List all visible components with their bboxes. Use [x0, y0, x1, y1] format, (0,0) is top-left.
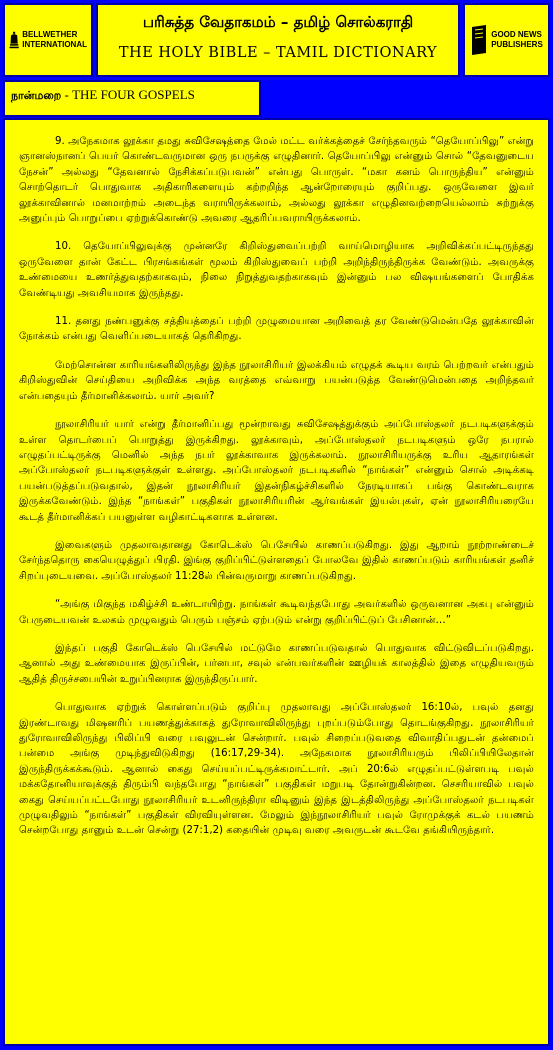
section-english: - THE FOUR GOSPELS — [61, 87, 195, 102]
good-news-logo-text — [491, 30, 543, 50]
paragraph-quote: “அங்கு மிகுந்த மகிழ்ச்சி உண்டாயிற்று. நாங்கள் கூடிவந்தபோது அவர்களில் ஒருவனான அகபு என்னும் பேருடையவன் உலகம் முழுவதும் பெரும் பஞ்சம் ஏற்படும் என்று குறிப்பிட்டுப் பேசினான்…” — [19, 599, 534, 626]
right-logo-line1: GOOD NEWS — [491, 30, 542, 39]
page-header — [96, 3, 460, 77]
paragraph-conclusion: மேற்சொன்ன காரியங்களிலிருந்து இந்த நூலாசிரியர் இலக்கியம் எழுதக் கூடிய வரம் பெற்றவர் என்பதும் கிறிஸ்துவின் செய்தியை அறிவிக்க அந்த வரத்தை எவ்வாறு பயன்படுத்த வேண்டுமென்பதை அறிந்தவர் என்பதையும் தீர்மானிக்கலாம். யார் அவர்? — [19, 359, 534, 402]
content-panel — [3, 118, 550, 1046]
section-label — [5, 82, 259, 104]
paragraph-11: 11. தனது நண்பனுக்கு சத்தியத்தைப் பற்றி முழுமையான அறிவைத் தர வேண்டுமென்பதே லூக்காவின் நோக்கம் என்பது வெளிப்படையாகத் தெரிகிறது. — [19, 316, 534, 343]
paragraph-codex-note: இந்தப் பகுதி கோடெக்ஸ் பெசேயில் மட்டுமே காணப்படுவதால் பொதுவாக விட்டுவிடப்படுகிறது. ஆனால் அது உண்மையாக இருப்பின், பர்னபா, சவுல் என்பவர்களின் ஊழியக் காலத்தில் இதை எழுதியவரும் ஆதித் திருச்சபையின் உறுப்பினராக இருந்திருப்பார். — [19, 642, 534, 685]
bell-icon — [9, 23, 19, 57]
section-heading — [3, 80, 261, 117]
paragraph-we-passages: பொதுவாக ஏற்றுக் கொள்ளப்படும் குறிப்பு முதலாவது அப்போஸ்தலர் 16:10ல், பவுல் தனது இரண்டாவது மிஷனரிப் பயணத்துக்காகத் துரோவாவிலிருந்து புறப்படும்போது தொடங்குகிறது. நூலாசிரியர் துரோவாவிலிருந்து பிலிப்பி வரை பவுலுடன் சென்றார். பவுல் சிறைப்படுவதை விவாதிப்பதுடன் தன்மைப் பன்மை அங்கு முடிந்துவிடுகிறது (16:17,29-34). அநேகமாக நூலாசிரியரும் பிலிப்பியிலேதான் இருந்திருக்கக்கூடும். ஆனால் கைது செய்யப்பட்டிருக்கமாட்டார். அப் 20:6ல் எழுதப்பட்டுள்ளபடி பவுல் மக்கதோனியாவுக்குத் திரும்பி வந்தபோது “நாங்கள்” பகுதிகள் மறுபடி தோன்றுகின்றன. செசரியாவில் பவுல் கைது செய்யப்பட்டபோது நூலாசிரியர் உடனிருந்திரா விடினும் இந்த இடத்திலிருந்து அப்போஸ்தலர் நடபடிகள் முழுவதிலும் “நாங்கள்” பகுதிகள் விரவியுள்ளன. மேலும் இந்நூலாசிரியர் பவுல் ரோமுக்குக் கடல் பயணம் சென்றபோது தானும் உடன் சென்று (27:1,2) கதையின் முடிவு வரை அவருடன் கூடவே தங்கியிருந்தார். — [19, 702, 534, 837]
bellwether-logo — [3, 3, 93, 77]
paragraph-10: 10. தெயோப்பிலுவுக்கு முன்னரே கிறிஸ்துவைப்பற்றி வாய்மொழியாக அறிவிக்கப்பட்டிருந்தது ஒருவேளை தான் கேட்ட பிரசங்கங்கள் மூலம் கிறிஸ்துவைப் பற்றி அறிந்திருந்திருக்க வேண்டும். அவருக்கு உண்மையை உணர்த்துவதற்காகவும், நிலை நிறுத்துவதற்காகவும் இன்னும் பல விஷயங்களைப் போதிக்க வேண்டியது அவசியமாக இருந்தது. — [19, 241, 534, 299]
book-icon — [470, 23, 488, 57]
bellwether-logo-text — [22, 30, 87, 50]
title-english: THE HOLY BIBLE – TAMIL DICTIONARY — [118, 45, 438, 61]
paragraph-codex: இவைகளும் முதலாவதானது கோடெக்ஸ் பெசேயில் காணப்படுகிறது. இது ஆறாம் நூற்றாண்டைச் சேர்ந்ததொரு கையெழுத்துப் பிரதி. இங்கு குறிப்பிட்டுள்ளதைப் போலவே இதில் காணப்படும் காரியங்கள் தனிச் சிறப்புடையவை. அப்போஸ்தலர் 11:28ல் பின்வருமாறு காணப்படுகிறது. — [19, 539, 534, 582]
right-logo-line2: PUBLISHERS — [491, 40, 543, 49]
left-logo-line1: BELLWETHER — [22, 30, 78, 39]
paragraph-9: 9. அநேகமாக லூக்கா தமது சுவிசேஷத்தை மேல் மட்ட வர்க்கத்தைச் சேர்ந்தவரும் “தெயோப்பிலு” என்று ஞானஸ்நானப் பெயர் கொண்டவருமான ஒரு நபருக்கு எழுதினார். தெயோப்பிலு என்னும் சொல் “தேவனுடைய நேசன்” அல்லது “தேவனால் நேசிக்கப்படுபவன்” என்பது பொருள். “மகா கனம் பொருந்திய” என்னும் சொற்தொடர் பொதுவாக அதிகாரிகளையும் கற்றறிந்த ஆன்றோரையும் குறிப்பது. ஒருவேளை இவர் லூக்காவினால் மனமாற்றம் அடைந்த வராயிருக்கலாம், அல்லது லூக்கா எழுதினவற்றையெல்லாம் சுற்றுக்கு அனுப்பும் பொறுப்பை ஏற்றுக்கொண்டு அவரை ஆதரிப்பவராயிருக்கலாம். — [19, 136, 534, 225]
title-tamil: பரிசுத்த வேதாகமம் – தமிழ் சொல்கராதி — [142, 13, 414, 31]
section-tamil: நான்மறை — [11, 89, 62, 102]
article-body — [5, 120, 548, 839]
paragraph-authorship: நூலாசிரியர் யார் என்று தீர்மானிப்பது மூன்றாவது சுவிசேஷத்துக்கும் அப்போஸ்தலர் நடபடிகளுக்கும் உள்ள தொடர்பைப் பொறுத்து இருக்கிறது. லூக்காவும், அப்போஸ்தலர் நடபடிகளும் ஒரே நபரால் எழுதப்பட்டிருக்கு மெனில் அந்த நபர் லூக்காவாக இருக்கலாம். நூலாசிரியருக்கு உரிய ஆதாரங்கள் அப்போஸ்தலர் நடபடிகளுக்குள் உள்ளது. அப்போஸ்தலர் நடபடிகளில் “நாங்கள்” என்னும் சொல் அடிக்கடி பயன்படுத்தப்படுவதால், இதன் நூலாசிரியர் இதன்நிகழ்ச்சிகளில் நேரடியாகப் பங்கு கொண்டவராக இருக்கவேண்டும். இந்த “நாங்கள்” பகுதிகள் நூலாசிரியரின் ஆர்வங்கள் இயல்புகள், ஏன் நூலாசிரியரையே கூடத் தீர்மானிக்கப் பயனுள்ள வழிகாட்டிகளாக உள்ளன. — [19, 419, 534, 523]
good-news-logo — [463, 3, 550, 77]
left-logo-line2: INTERNATIONAL — [22, 40, 87, 49]
